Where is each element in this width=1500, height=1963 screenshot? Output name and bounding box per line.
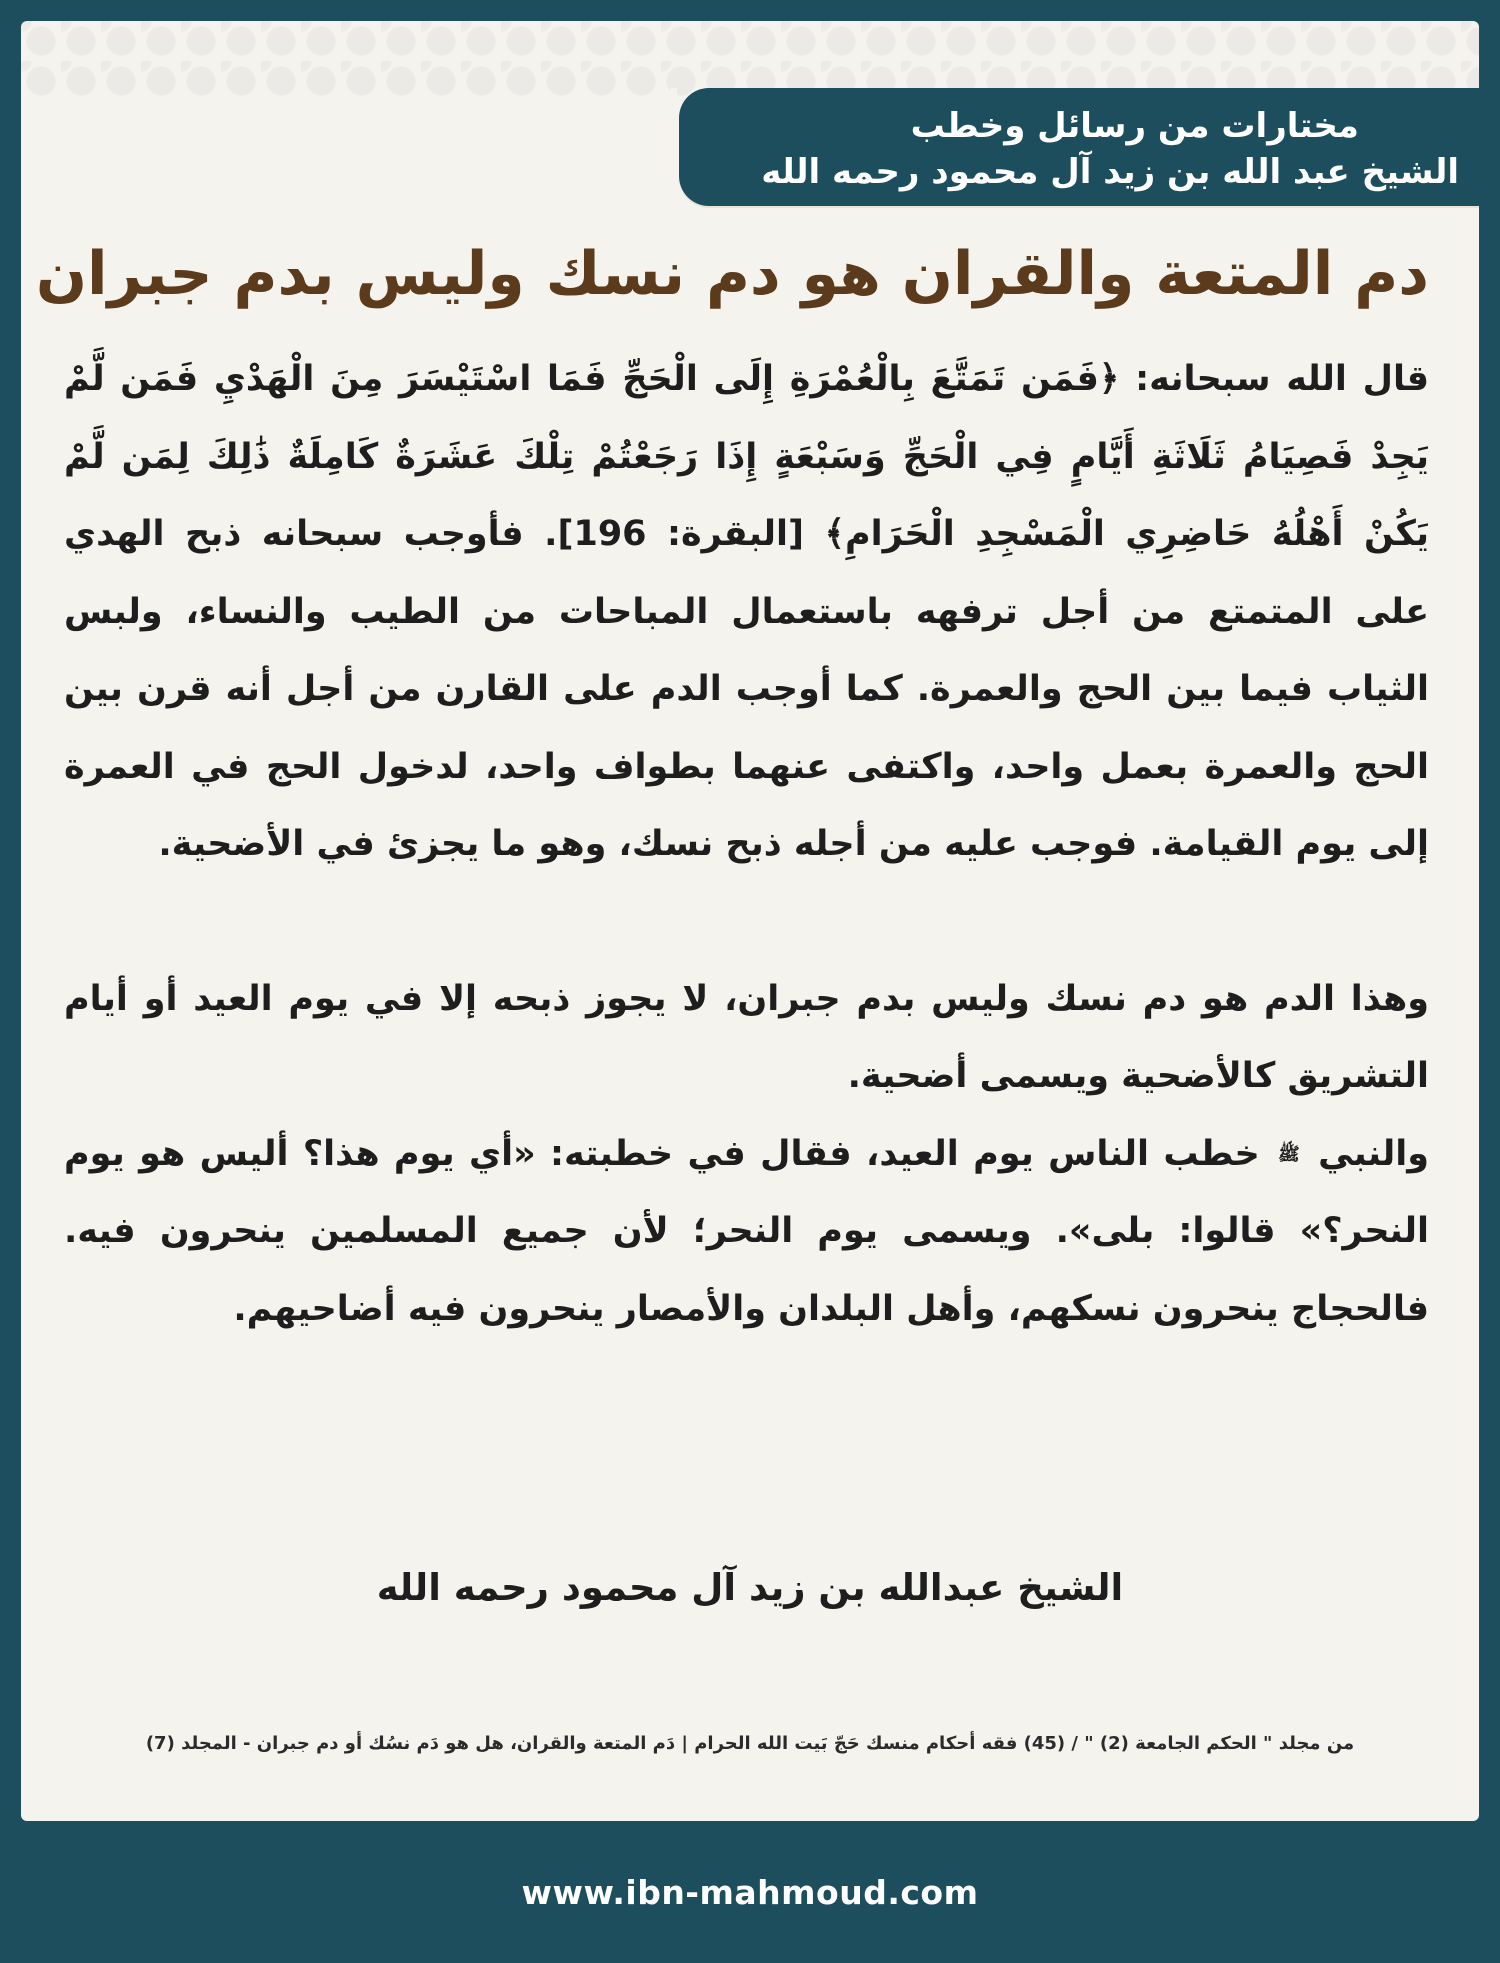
article-body (64, 341, 1429, 1348)
paragraph-3-start: والنبي (1318, 1133, 1429, 1174)
footer-bar (0, 1821, 1500, 1963)
paragraph-spacer (64, 884, 1429, 961)
salla-symbol: ﷺ (1278, 1143, 1300, 1165)
article-title: دم المتعة والقران هو دم نسك وليس بدم جبران (35, 239, 1429, 309)
author-name-header: الشيخ عبد الله بن زيد آل محمود رحمه الله (761, 152, 1459, 192)
paragraph-1: قال الله سبحانه: ﴿فَمَن تَمَتَّعَ بِالْعُمْرَةِ إِلَى الْحَجِّ فَمَا اسْتَيْسَرَ مِنَ الْهَدْيِ فَمَن لَّمْ يَجِدْ فَصِيَامُ ثَلَاثَةِ أَيَّامٍ فِي الْحَجِّ وَسَبْعَةٍ إِذَا رَجَعْتُمْ تِلْكَ عَشَرَةٌ كَامِلَةٌ ذَٰلِكَ لِمَن لَّمْ يَكُنْ أَهْلُهُ حَاضِرِي الْمَسْجِدِ الْحَرَامِ﴾ [البقرة: 196]. فأوجب سبحانه ذبح الهدي على المتمتع من أجل ترفهه باستعمال المباحات من الطيب والنساء، ولبس الثياب فيما بين الحج والعمرة. كما أوجب الدم على القارن من أجل أنه قرن بين الحج والعمرة بعمل واحد، واكتفى عنهما بطواف واحد، لدخول الحج في العمرة إلى يوم القيامة. فوجب عليه من أجله ذبح نسك، وهو ما يجزئ في الأضحية. (64, 359, 1429, 864)
paragraph-3 (64, 1116, 1429, 1349)
series-header (679, 88, 1479, 206)
series-title: مختارات من رسائل وخطب (910, 106, 1359, 146)
paragraph-2: وهذا الدم هو دم نسك وليس بدم جبران، لا يجوز ذبحه إلا في يوم العيد أو أيام التشريق كالأضحية ويسمى أضحية. (64, 978, 1429, 1096)
signature: الشيخ عبدالله بن زيد آل محمود رحمه الله (376, 1566, 1124, 1609)
source-footnote: من مجلد " الحكم الجامعة (2) " / (45) فقه أحكام منسك حَجّ بَيت الله الحرام | دَم المتعة والقران، هل هو دَم نسُك أو دم جبران - المجلد (7) (145, 1733, 1355, 1754)
paragraph-3-rest: خطب الناس يوم العيد، فقال في خطبته: «أي يوم هذا؟ أليس هو يوم النحر؟» قالوا: بلى». ويسمى يوم النحر؛ لأن جميع المسلمين ينحرون فيه. فالحجاج ينحرون نسكهم، وأهل البلدان والأمصار ينحرون فيه أضاحيهم. (64, 1133, 1429, 1329)
website-link[interactable]: www.ibn-mahmoud.com (521, 1872, 979, 1912)
content-card (21, 21, 1479, 1821)
